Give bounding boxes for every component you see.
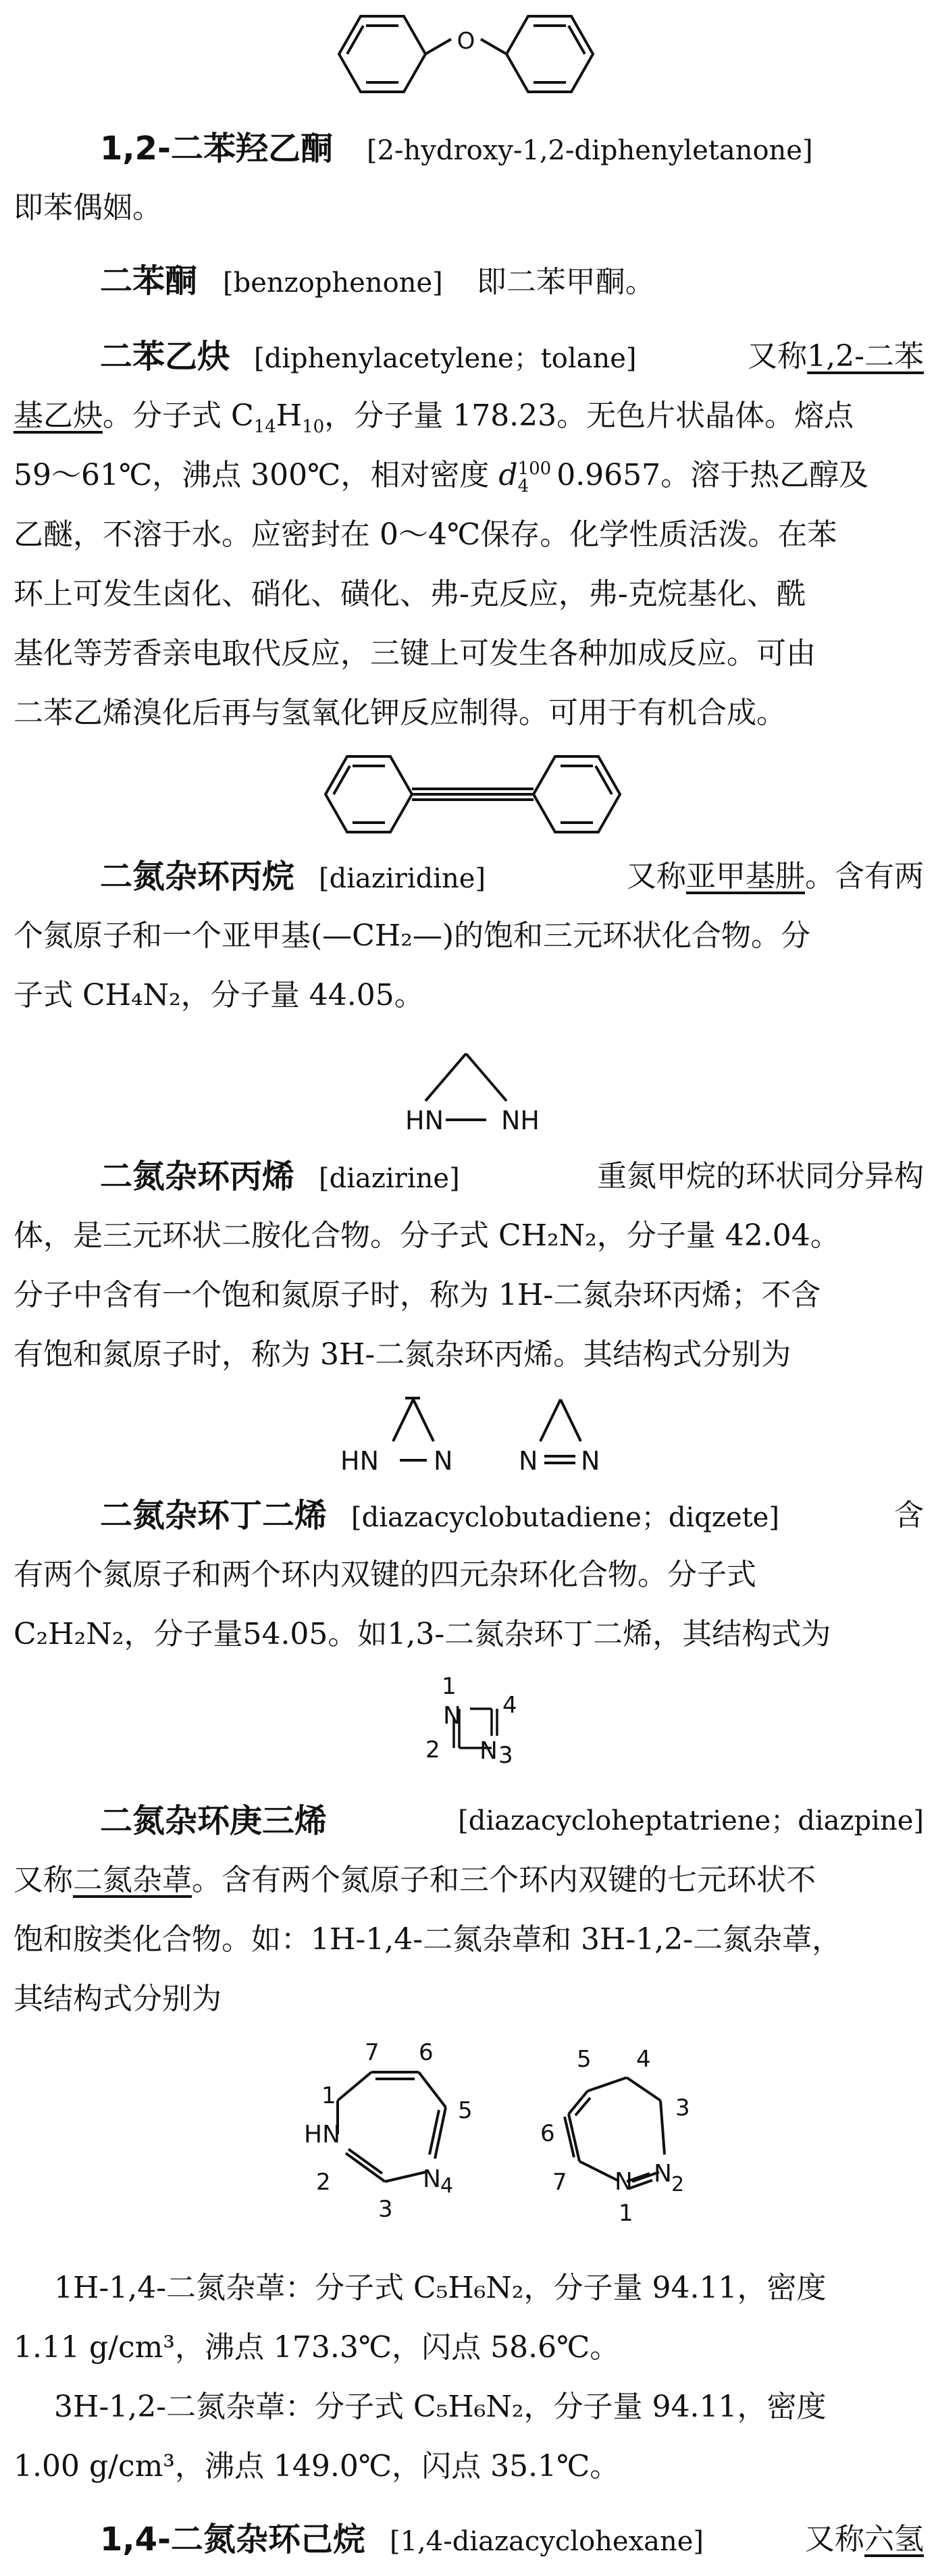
diaziridine-structure [378,1040,567,1141]
entry-also: 又称 [748,339,808,373]
body-text: 3H-1,2-二氮杂䓬：分子式 C₅H₆N₂，分子量 94.11，密度 [54,2390,827,2424]
entry-diazepine-line-1 [100,1801,924,1841]
entry-english: [2-hydroxy-1,2-diphenyletanone] [366,135,813,166]
body-text: 个氮原子和一个亚甲基(—CH₂—)的饱和三元环状化合物。分 [14,919,811,953]
atom-number: 7 [552,2169,567,2196]
entry-term: 二氮杂环丙烷 [100,858,295,896]
entry-benzophenone [100,261,924,303]
diphenyl-ether-structure [324,0,608,101]
atom-number: 4 [636,2046,651,2073]
subscript: 4 [517,475,529,496]
body-text: 体，是三元环状二胺化合物。分子式 CH₂N₂，分子量 42.04。 [14,1218,840,1253]
atom-number: 3 [675,2094,690,2121]
atom-number: 6 [419,2040,434,2066]
atom-number: 7 [365,2040,380,2066]
entry-english: [benzophenone] [223,267,443,299]
atom-number: 1 [321,2082,336,2109]
body-text: 子式 CH₄N₂，分子量 44.05。 [14,978,424,1012]
diazete-structure [412,1668,547,1783]
body-text: 重氮甲烷的环状同分异构 [597,1159,924,1193]
atom-number: 5 [577,2046,592,2073]
subscript: 10 [302,416,325,437]
cross-reference-link[interactable]: 基乙炔 [14,398,103,433]
hn-label: HN [405,1106,444,1135]
atom-number: 4 [502,1692,517,1719]
body-text: 59～61℃，沸点 300℃，相对密度 [14,458,490,492]
entry-body: 即苯偶姻。 [14,190,162,225]
body-text: C₂H₂N₂，分子量54.05。如1,3-二氮杂环丁二烯，其结构式为 [14,1617,831,1651]
formula-text: 。分子式 C [103,398,254,433]
entry-term: 二氮杂环丁二烯 [100,1497,328,1535]
body-text: 含 [894,1498,924,1532]
n-label: N [423,2165,441,2193]
entry-english: [diazacyclobutadiene；diqzete] [351,1502,779,1533]
atom-number: 3 [378,2196,393,2223]
diphenylacetylene-structure [317,747,628,842]
diazirine-structures [338,1385,621,1479]
density-symbol: d [498,458,518,492]
entry-piperazine-line-1 [100,2519,924,2562]
entry-term: 二苯乙炔 [100,338,230,376]
atom-number: 2 [425,1736,440,1763]
cross-reference-link[interactable]: 六氢 [864,2522,924,2556]
n-label: N [479,1737,498,1765]
diazepine-structures [257,2040,743,2242]
entry-english: [diaziridine] [319,863,486,894]
entry-english: [diazacycloheptatriene；diazpine] [458,1805,924,1836]
hn-label: HN [340,1446,379,1476]
body-text: 。含有两个氮原子和三个环内双键的七元环状不 [192,1863,816,1897]
entry-also: 又称 [805,2522,864,2556]
entry-term: 1,4-二氮杂环己烷 [100,2521,365,2558]
body-text: 0.9657。溶于热乙醇及 [556,458,869,492]
atom-number: 4 [440,2174,454,2198]
formula-text: H [276,398,303,433]
body-text: 1H-1,4-二氮杂䓬：分子式 C₅H₆N₂，分子量 94.11，密度 [54,2271,827,2305]
atom-number: 5 [458,2097,473,2124]
atom-number: 3 [498,1742,513,1769]
n-label: N [443,1702,461,1730]
entry-tolane-line-3 [14,455,924,496]
entry-body: 即二苯甲酮。 [476,265,655,299]
body-text: 1.00 g/cm³，沸点 149.0℃，闪点 35.1℃。 [14,2449,620,2483]
entry-diazirine-line-1 [100,1156,924,1199]
n-label: N [434,1446,453,1476]
entry-term: 二氮杂环庚三烯 [100,1802,328,1840]
entry-english: [1,4-diazacyclohexane] [389,2526,704,2557]
body-text: 饱和胺类化合物。如：1H-1,4-二氮杂䓬和 3H-1,2-二氮杂䓬， [14,1922,842,1957]
entry-benzoin [100,128,924,171]
entry-also: 又称 [14,1863,73,1897]
nh-label: NH [501,1106,540,1135]
cross-reference-link[interactable]: 二氮杂䓬 [73,1863,192,1897]
body-text: 有两个氮原子和两个环内双键的四元杂环化合物。分子式 [14,1557,756,1592]
cross-reference-link[interactable]: 亚甲基肼 [686,859,805,894]
body-text: 乙醚，不溶于水。应密封在 0～4℃保存。化学性质活泼。在苯 [14,517,837,552]
n-label: N [615,2168,633,2196]
entry-tolane-line-2 [14,396,924,436]
body-text: 二苯乙烯溴化后再与氢氧化钾反应制得。可用于有机合成。 [14,696,786,730]
atom-number: 2 [316,2169,331,2196]
entry-diazepine-line-2 [14,1860,924,1901]
entry-tolane-line-1 [100,336,924,379]
oxygen-label: O [457,28,475,55]
body-text: 分子中含有一个饱和氮原子时，称为 1H-二氮杂环丙烯；不含 [14,1278,821,1312]
hn-label: HN [304,2121,340,2148]
subscript: 14 [253,416,276,437]
body-text: 有饱和氮原子时，称为 3H-二氮杂环丙烯。其结构式分别为 [14,1337,791,1372]
body-text: 基化等芳香亲电取代反应，三键上可发生各种加成反应。可由 [14,636,816,671]
body-text: ，分子量 178.23。无色片状晶体。熔点 [324,398,854,433]
n-label: N [581,1446,600,1476]
entry-term: 1,2-二苯羟乙酮 [100,130,333,168]
body-text: 其结构式分别为 [14,1982,222,2016]
n-label: N [519,1446,538,1476]
superscript: 100 [517,458,552,479]
body-text: 。含有两 [805,859,924,894]
body-text: 1.11 g/cm³，沸点 173.3℃，闪点 58.6℃。 [14,2330,620,2365]
entry-diaziridine-line-1 [100,856,924,899]
entry-term: 二苯酮 [100,262,198,300]
atom-number: 1 [442,1673,457,1700]
entry-term: 二氮杂环丙烯 [100,1158,295,1195]
cross-reference-link[interactable]: 1,2-二苯 [807,339,924,373]
atom-number: 6 [540,2120,555,2147]
atom-number: 1 [619,2200,633,2227]
n-label: N [654,2160,672,2188]
entry-also: 又称 [627,859,686,894]
entry-english: [diphenylacetylene；tolane] [254,343,637,374]
entry-english: [diazirine] [319,1163,460,1194]
entry-diazete-line-1 [100,1495,924,1538]
atom-number: 2 [671,2173,685,2196]
body-text: 环上可发生卤化、硝化、磺化、弗-克反应，弗-克烷基化、酰 [14,577,806,611]
